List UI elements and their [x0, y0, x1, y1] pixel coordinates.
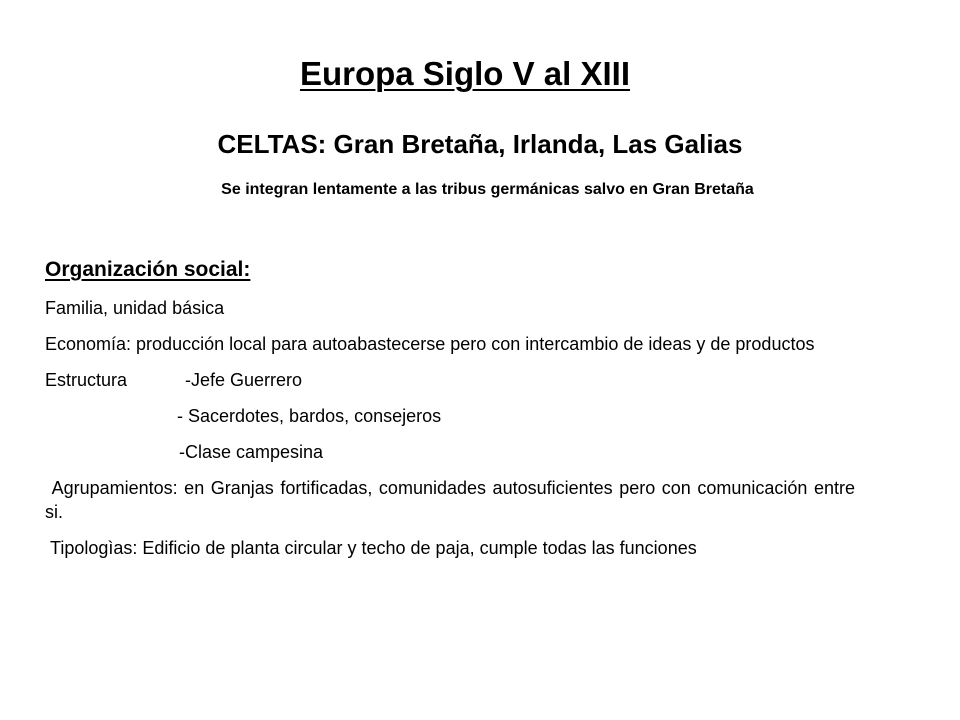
estructura-row — [45, 368, 855, 392]
estructura-item-campesina: -Clase campesina — [179, 442, 324, 462]
paragraph-agrupamientos: Agrupamientos: en Granjas fortificadas, comunidades autosuficientes pero con comunicación entre si. — [45, 478, 860, 522]
paragraph-familia: Familia, unidad básica — [45, 298, 225, 318]
slide-content — [45, 254, 860, 572]
paragraph-economia: Economía: producción local para autoabastecerse pero con intercambio de ideas y de productos — [45, 334, 815, 354]
slide-title: Europa Siglo V al XIII — [299, 55, 631, 92]
section-heading: Organización social: — [45, 258, 251, 281]
estructura-item-sacerdotes: - Sacerdotes, bardos, consejeros — [177, 406, 442, 426]
estructura-item-jefe: -Jefe Guerrero — [185, 370, 303, 390]
integration-note: Se integran lentamente a las tribus germánicas salvo en Gran Bretaña — [221, 181, 754, 198]
estructura-label: Estructura — [45, 370, 128, 390]
slide-subtitle: CELTAS: Gran Bretaña, Irlanda, Las Galias — [217, 129, 743, 159]
paragraph-tipologias: Tipologìas: Edificio de planta circular y techo de paja, cumple todas las funciones — [45, 538, 697, 558]
